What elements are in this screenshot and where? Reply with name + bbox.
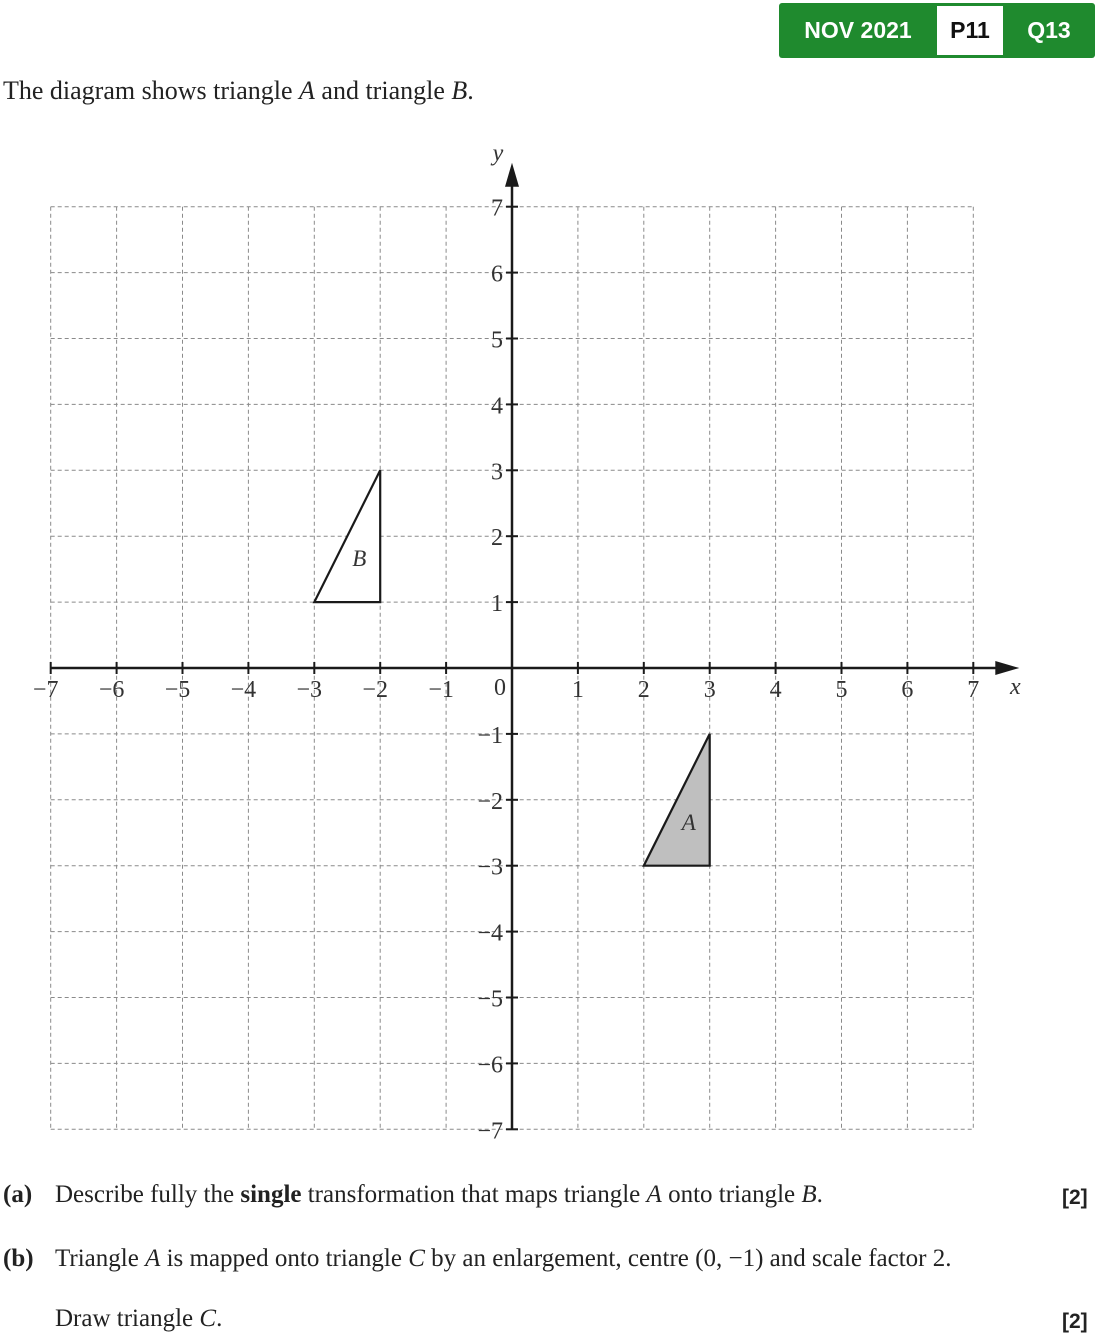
x-tick-label: −1 [428,677,454,703]
x-tick-label: 4 [769,677,782,703]
y-tick-label: −2 [477,788,503,815]
badge-paper: P11 [937,6,1003,55]
y-tick-label: −6 [477,1052,503,1079]
y-tick-label: 7 [491,195,503,222]
x-tick-label: −3 [296,677,323,703]
part-b2-name-c: C [199,1305,217,1332]
x-tick-label: 6 [901,677,914,703]
intro-part: . [467,76,474,105]
part-b-draw-text [55,1305,222,1333]
y-tick-label: 2 [491,525,503,552]
part-b-text [55,1245,952,1273]
y-tick-label: 6 [491,261,503,288]
y-tick-label: −7 [477,1118,503,1145]
part-b-fragment: by an enlargement, centre (0, −1) and scale factor 2. [424,1245,952,1272]
part-a-text [55,1181,823,1209]
x-tick-label: 3 [703,677,716,703]
y-axis-label: y [492,140,504,167]
part-a-name-a: A [646,1181,662,1208]
y-tick-label: 5 [491,327,503,354]
part-a-fragment: Describe fully the [55,1181,241,1208]
intro-name-a: A [299,76,315,105]
part-a-name-b: B [801,1181,817,1208]
intro-part: and triangle [314,76,452,105]
x-tick-label: 1 [571,677,584,703]
part-a-label: (a) [3,1181,33,1208]
y-tick-label: −4 [477,920,503,947]
part-b-fragment: Triangle [55,1245,146,1272]
part-b-fragment: is mapped onto triangle [160,1245,409,1272]
x-axis-label: x [1009,674,1021,700]
x-tick-label: −6 [98,677,125,703]
triangle-label-a: A [681,809,696,835]
x-tick-label: 2 [637,677,650,703]
part-b-name-a: A [145,1245,161,1272]
badge-question: Q13 [1027,17,1071,43]
part-a-fragment: onto triangle [661,1181,802,1208]
x-axis-arrow-icon [995,661,1019,675]
part-a-fragment: . [816,1181,823,1208]
triangle-label-b: B [352,546,367,572]
y-tick-label: −3 [477,854,503,881]
x-tick-label: 5 [835,677,848,703]
y-tick-label: 4 [491,393,503,420]
y-tick-label: 3 [491,459,503,486]
y-tick-label: −1 [477,722,503,749]
x-tick-label: −5 [164,677,191,703]
intro-name-b: B [451,76,468,105]
x-tick-label: 7 [967,677,980,703]
x-tick-label: −7 [32,677,59,703]
intro-part: The diagram shows triangle [3,76,300,105]
part-a-marks: [2] [1062,1186,1088,1209]
part-b2-fragment: Draw triangle [55,1305,200,1332]
part-b2-fragment: . [216,1305,223,1332]
part-b-name-c: C [408,1245,425,1272]
part-b-label: (b) [3,1245,34,1272]
y-axis-arrow-icon [505,163,519,187]
part-b-marks: [2] [1062,1310,1088,1333]
y-tick-label: 1 [491,591,503,618]
x-tick-label: −2 [362,677,388,703]
part-a-fragment: transformation that maps triangle [301,1181,647,1208]
badge-session: NOV 2021 [804,17,912,43]
origin-label: 0 [494,675,506,701]
x-tick-label: −4 [230,677,257,703]
part-a-bold: single [240,1181,302,1208]
y-tick-label: −5 [477,986,503,1013]
